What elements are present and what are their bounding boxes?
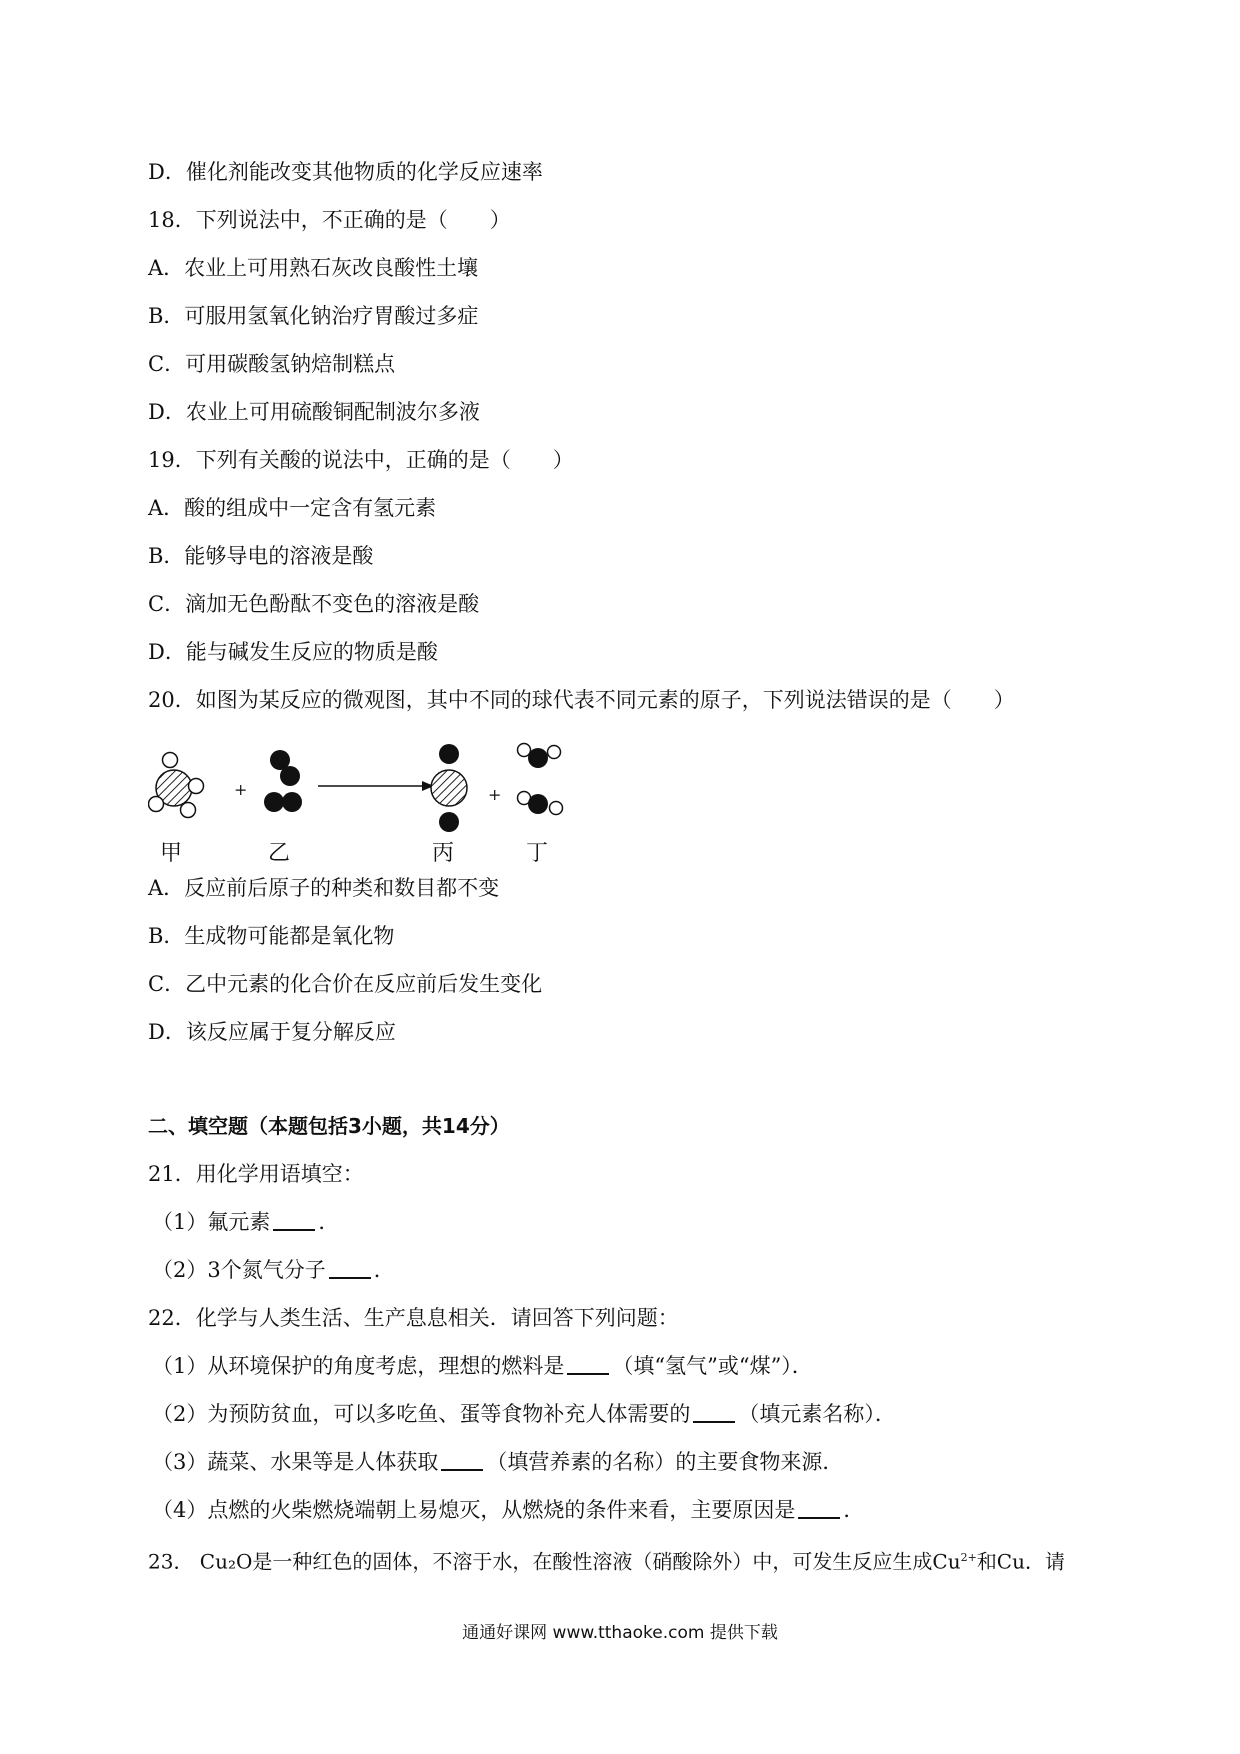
q22-part-3-text: （3）蔬菜、水果等是人体获取 [152,1450,439,1474]
q21-part-1-text: （1）氟元素 [152,1210,271,1234]
molecule-ding [518,744,563,815]
label-jia: 甲 [160,841,183,866]
q18-option-b: B．可服用氢氧化钠治疗胃酸过多症 [148,304,479,328]
label-ding: 丁 [526,841,549,866]
q22-part-4-text: （4）点燃的火柴燃烧端朝上易熄灭，从燃烧的条件来看，主要原因是 [152,1498,796,1522]
q22-stem: 22．化学与人类生活、生产息息相关．请回答下列问题： [148,1306,679,1330]
molecule-yi [264,750,302,812]
q23-stem [148,1544,1065,1576]
q22-part-4 [152,1496,864,1524]
q18-option-c: C．可用碳酸氢钠焙制糕点 [148,352,396,376]
molecule-bing [431,744,467,832]
q19-option-c: C．滴加无色酚酞不变色的溶液是酸 [148,592,480,616]
q22-part-1-text: （1）从环境保护的角度考虑，理想的燃料是 [152,1354,565,1378]
section-2-title: 二、填空题（本题包括3小题，共14分） [148,1114,510,1138]
q20-option-d: D．该反应属于复分解反应 [148,1020,396,1044]
q22-part-3-end: （填营养素的名称）的主要食物来源． [486,1450,844,1474]
q21-part-1-end: ． [318,1210,340,1234]
q20-option-b: B．生成物可能都是氧化物 [148,924,395,948]
q22-part-1 [152,1352,813,1380]
q21-part-2-end: ． [373,1258,395,1282]
label-yi: 乙 [268,841,291,866]
q18-option-a: A．农业上可用熟石灰改良酸性土壤 [148,256,479,280]
q22-part-2-end: （填元素名称）． [738,1402,896,1426]
answer-blank[interactable] [798,1499,840,1519]
q21-stem: 21．用化学用语填空： [148,1162,364,1186]
reaction-micro-diagram [148,738,580,870]
plus-sign-2: + [488,785,502,804]
q22-part-2-text: （2）为预防贫血，可以多吃鱼、蛋等食物补充人体需要的 [152,1402,691,1426]
q19-option-a: A．酸的组成中一定含有氢元素 [148,496,437,520]
reaction-arrow [318,781,434,791]
q23-text-a: 23． Cu₂O是一种红色的固体，不溶于水，在酸性溶液（硝酸除外）中，可发生反应生成Cu [148,1549,961,1574]
q23-text-b: 和Cu．请 [976,1549,1065,1574]
label-bing: 丙 [432,841,455,866]
q18-stem: 18．下列说法中，不正确的是（ ） [148,208,511,232]
answer-blank[interactable] [329,1259,371,1279]
q19-option-b: B．能够导电的溶液是酸 [148,544,374,568]
q22-part-4-end: ． [843,1498,865,1522]
answer-blank[interactable] [567,1355,609,1375]
q23-superscript: 2+ [960,1551,977,1564]
answer-blank[interactable] [273,1211,315,1231]
answer-blank[interactable] [441,1451,483,1471]
molecule-jia [149,753,204,818]
q17-option-d: D．催化剂能改变其他物质的化学反应速率 [148,160,543,184]
q21-part-2 [152,1256,395,1284]
answer-blank[interactable] [693,1403,735,1423]
q19-option-d: D．能与碱发生反应的物质是酸 [148,640,438,664]
page-footer: 通通好课网 www.tthaoke.com 提供下载 [462,1623,778,1643]
q21-part-1 [152,1208,339,1236]
q20-option-a: A．反应前后原子的种类和数目都不变 [148,876,500,900]
q18-option-d: D．农业上可用硫酸铜配制波尔多液 [148,400,480,424]
q20-stem: 20．如图为某反应的微观图，其中不同的球代表不同元素的原子，下列说法错误的是（ ） [148,688,1015,712]
q20-option-c: C．乙中元素的化合价在反应前后发生变化 [148,972,543,996]
q22-part-1-end: （填“氢气”或“煤”）． [612,1354,813,1378]
q19-stem: 19．下列有关酸的说法中，正确的是（ ） [148,448,574,472]
q21-part-2-text: （2）3个氮气分子 [152,1258,326,1282]
q22-part-3 [152,1448,843,1476]
plus-sign-1: + [234,780,248,799]
q22-part-2 [152,1400,896,1428]
